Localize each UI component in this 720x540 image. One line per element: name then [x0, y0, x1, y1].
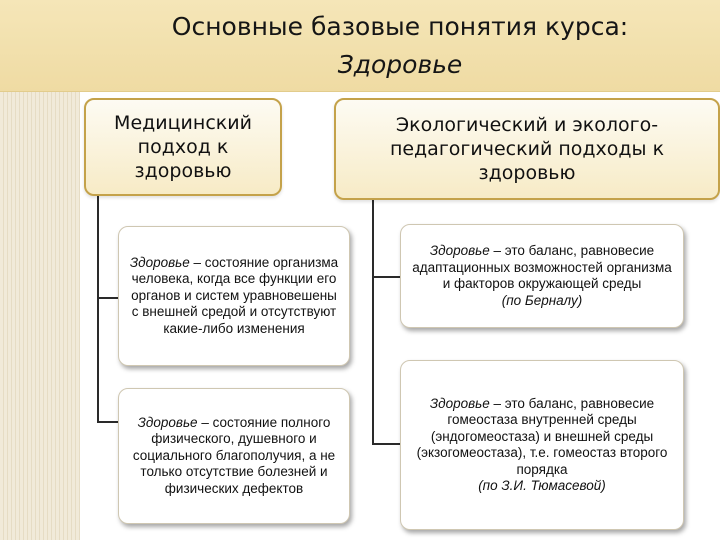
title-line-1: Основные базовые понятия курса:: [171, 12, 629, 41]
definition-text: – это баланс, равновесие адаптационных возможностей организма и факторов окружающей среды: [412, 243, 672, 291]
left-connector-branch-2: [97, 421, 118, 423]
ecological-definition-1: [400, 224, 684, 328]
definition-term: Здоровье: [137, 414, 198, 430]
medical-definition-1: [118, 226, 350, 366]
right-connector-branch-1: [372, 276, 400, 278]
definition-source: (по З.И. Тюмасевой): [478, 478, 606, 493]
ecological-approach-label: Экологический и эколого-педагогический подходы к здоровью: [389, 114, 665, 184]
left-connector-branch-1: [97, 297, 118, 299]
medical-approach-box: [84, 98, 282, 196]
ecological-approach-box: [334, 98, 720, 200]
definition-term: Здоровье: [129, 254, 190, 270]
left-connector-vertical: [97, 196, 99, 422]
slide-title: [80, 8, 720, 84]
definition-term: Здоровье: [429, 243, 490, 258]
definition-term: Здоровье: [429, 395, 490, 411]
definition-source: (по Берналу): [501, 292, 583, 308]
ecological-definition-2: [400, 360, 684, 530]
title-line-2: Здоровье: [337, 50, 463, 79]
right-connector-vertical: [372, 200, 374, 444]
medical-definition-2: [118, 388, 350, 524]
right-connector-branch-2: [372, 443, 400, 445]
medical-approach-label: Медицинский подход к здоровью: [114, 112, 252, 182]
definition-text: – состояние организма человека, когда все функции его органов и систем уравновешены с внешней средой и отсутствуют какие-либо изменения: [131, 254, 339, 336]
definition-text: – это баланс, равновесие гомеостаза внутренней среды (эндогомеостаза) и внешней среды (экзогомеостаза), т.е. гомеостаз второго порядка: [416, 395, 668, 477]
definition-text: – состояние полного физического, душевного и социального благополучия, а не только отсутствие болезней и физических дефектов: [132, 414, 336, 496]
